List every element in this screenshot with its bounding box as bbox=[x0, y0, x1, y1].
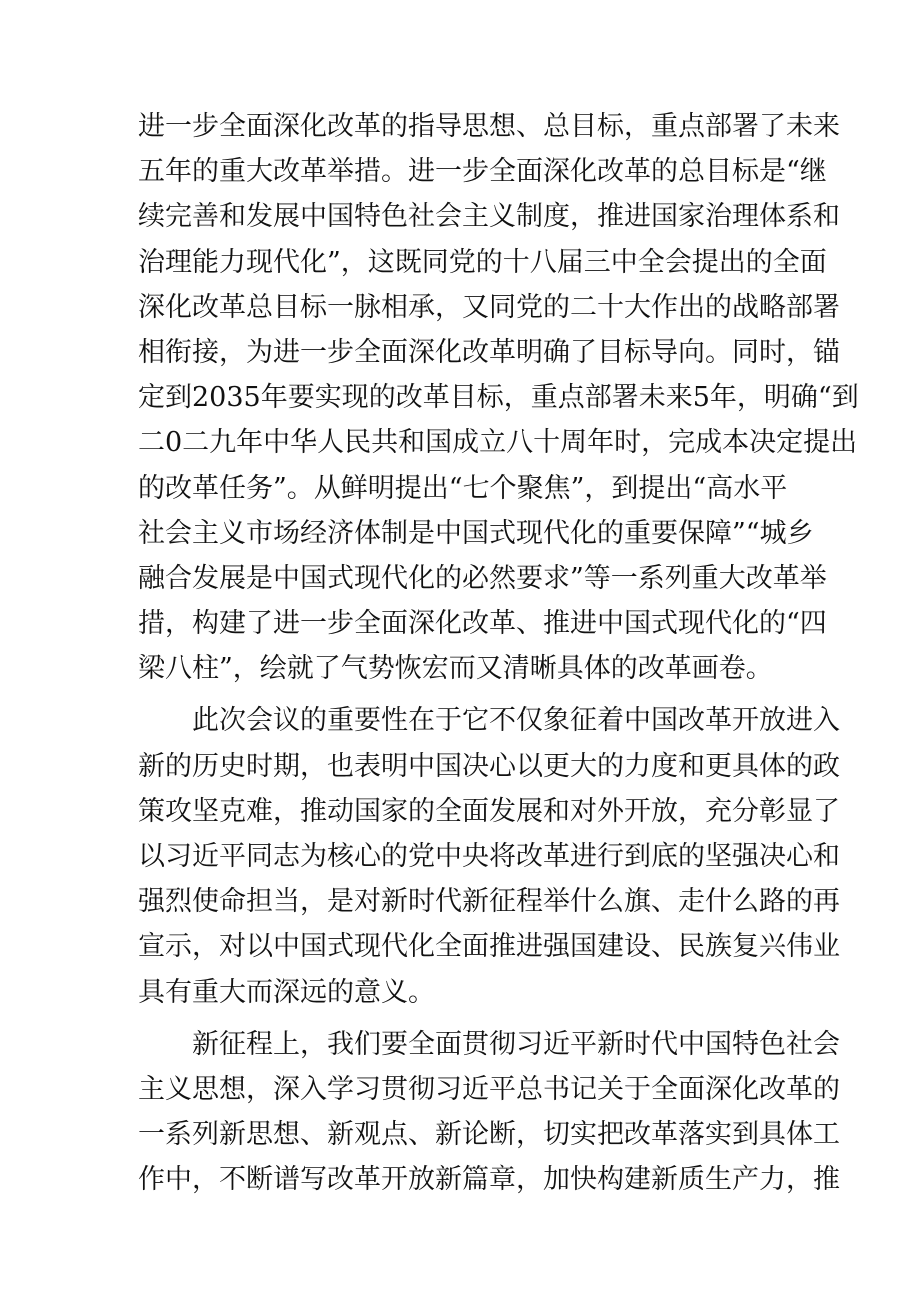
text-line: 主义思想，深入学习贯彻习近平总书记关于全面深化改革的 bbox=[138, 1073, 840, 1105]
paragraph-3 bbox=[138, 1022, 840, 1203]
text-line: 进一步全面深化改革的指导思想、总目标，重点部署了未来 bbox=[138, 111, 840, 142]
paragraph-spacer bbox=[138, 691, 788, 698]
text-line: 续完善和发展中国特色社会主义制度，推进国家治理体系和 bbox=[138, 201, 840, 233]
text-line: 一系列新思想、新观点、新论断，切实把改革落实到具体工 bbox=[138, 1119, 840, 1151]
document-body bbox=[138, 104, 859, 1203]
text-line: 此次会议的重要性在于它不仅象征着中国改革开放进入 bbox=[192, 705, 840, 737]
paragraph-1 bbox=[138, 104, 859, 691]
paragraph-spacer bbox=[138, 1015, 788, 1022]
text-line: 以习近平同志为核心的党中央将改革进行到底的坚强决心和 bbox=[138, 841, 840, 872]
text-line: 深化改革总目标一脉相承，又同党的二十大作出的战略部署 bbox=[138, 291, 840, 323]
text-line: 新征程上，我们要全面贯彻习近平新时代中国特色社会 bbox=[192, 1028, 840, 1060]
text-line: 新的历史时期，也表明中国决心以更大的力度和更具体的政 bbox=[138, 750, 840, 782]
text-line: 的改革任务”。从鲜明提出“七个聚焦”，到提出“高水平 bbox=[138, 472, 788, 504]
text-line: 五年的重大改革举措。进一步全面深化改革的总目标是“继 bbox=[138, 156, 827, 188]
paragraph-2 bbox=[138, 698, 840, 1014]
text-line: 梁八柱”，绘就了气势恢宏而又清晰具体的改革画卷。 bbox=[138, 653, 773, 685]
text-line: 宣示，对以中国式现代化全面推进强国建设、民族复兴伟业 bbox=[138, 931, 840, 963]
text-line: 相衔接，为进一步全面深化改革明确了目标导向。同时，锚 bbox=[138, 336, 840, 368]
text-line: 作中，不断谱写改革开放新篇章，加快构建新质生产力，推 bbox=[138, 1164, 840, 1196]
text-line: 定到2035年要实现的改革目标，重点部署未来5年，明确“到 bbox=[138, 382, 859, 414]
text-line: 具有重大而深远的意义。 bbox=[138, 976, 435, 1008]
text-line: 策攻坚克难，推动国家的全面发展和对外开放，充分彰显了 bbox=[138, 795, 840, 827]
text-line: 治理能力现代化”，这既同党的十八届三中全会提出的全面 bbox=[138, 246, 827, 278]
text-line: 强烈使命担当，是对新时代新征程举什么旗、走什么路的再 bbox=[138, 886, 840, 918]
text-line: 社会主义市场经济体制是中国式现代化的重要保障”“城乡 bbox=[138, 517, 814, 549]
text-line: 措，构建了进一步全面深化改革、推进中国式现代化的“四 bbox=[138, 608, 827, 640]
text-line: 融合发展是中国式现代化的必然要求”等一系列重大改革举 bbox=[138, 562, 827, 594]
text-line: 二0二九年中华人民共和国成立八十周年时，完成本决定提出 bbox=[138, 427, 858, 459]
